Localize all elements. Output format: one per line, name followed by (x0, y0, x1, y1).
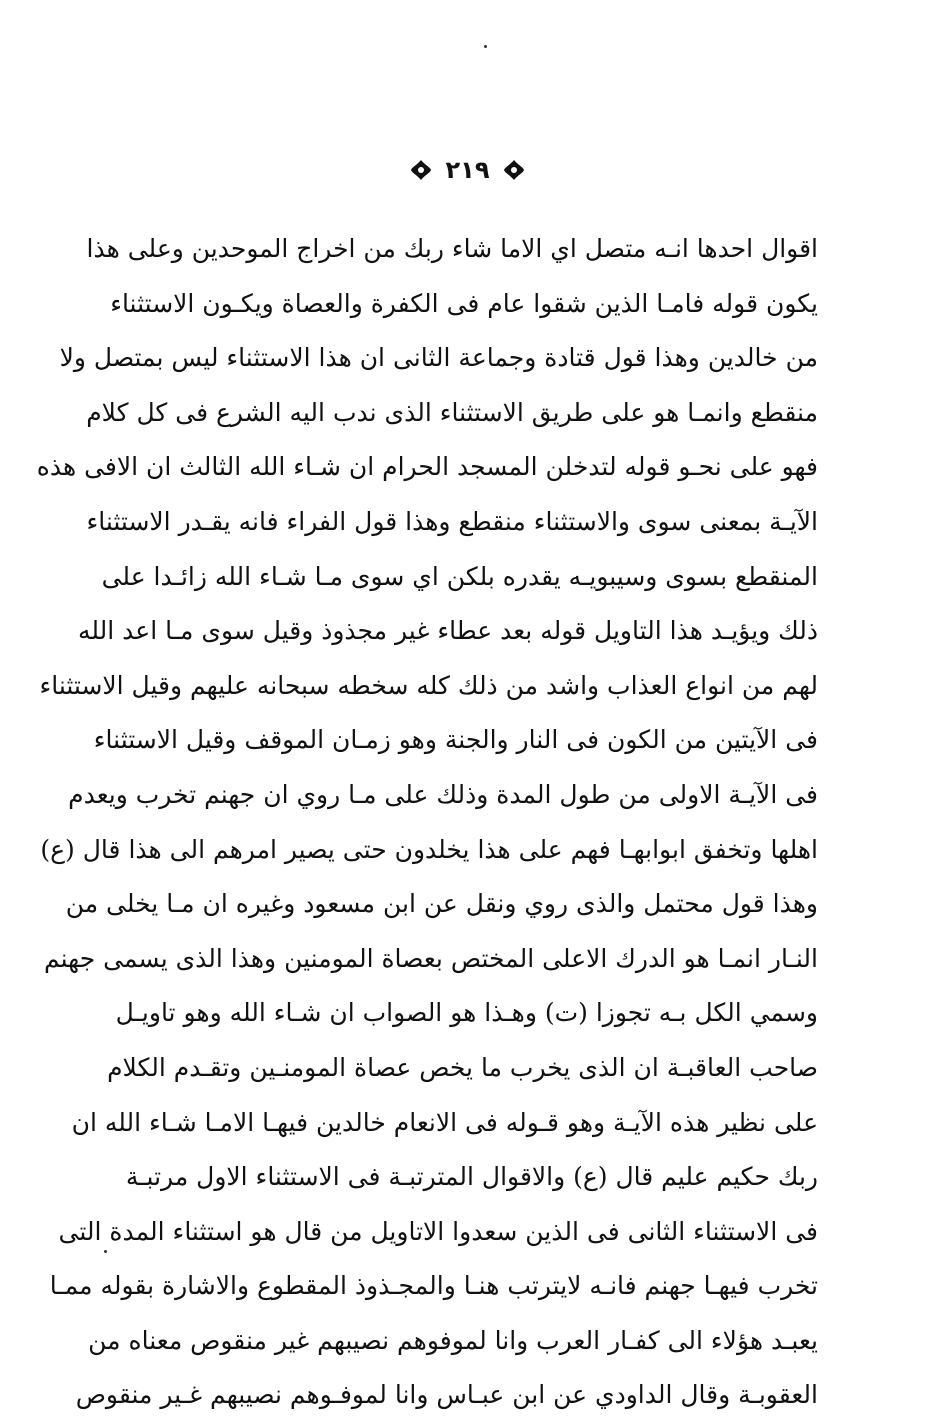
text-line: يعبـد هؤلاء الى كفـار العرب وانا لموفوهم نصيبهم غير منقوص معناه من (88, 1325, 818, 1355)
text-line: يكون قوله فامـا الذين شقوا عام فى الكفرة والعصاة ويكـون الاستثناء (110, 288, 818, 318)
text-line: الآيـة بمعنى سوى والاستثناء منقطع وهذا قول الفراء فانه يقـدر الاستثناء (86, 506, 818, 536)
text-line: العقوبـة وقال الداودي عن ابن عبـاس وانا لموفـوهم نصيبهم غـير منقوص (75, 1380, 818, 1410)
text-line: المنقطع بسوى وسيبويـه يقدره بلكن اي سوى مـا شـاء الله زائـدا على (101, 561, 818, 591)
text-line: منقطع وانمـا هو على طريق الاستثناء الذى ندب اليه الشرع فى كل كلام (86, 397, 818, 427)
text-line: من خالدين وهذا قول قتادة وجماعة الثانى ان هذا الاستثناء ليس بمتصل ولا (59, 343, 818, 373)
text-line: النـار انمـا هو الدرك الاعلى المختص بعصاة المومنين وهذا الذى يسمى جهنم (44, 943, 818, 973)
text-line: فى الآيـة الاولى من طول المدة وذلك على مـا روي ان جهنم تخرب ويعدم (68, 779, 818, 809)
text-line: تخرب فيهـا جهنم فانـه لايترتب هنـا والمجـذوذ المقطوع والاشارة بقوله ممـا (49, 1271, 818, 1301)
floral-ornament-icon (410, 159, 432, 181)
text-line: فى الاستثناء الثانى فى الذين سعدوا الاتاويل من قال هو استثناء المدة التى (58, 1216, 818, 1246)
ink-speck (104, 1250, 107, 1253)
text-line: وسمي الكل بـه تجوزا (ت) وهـذا هو الصواب ان شـاء الله وهو تاويـل (115, 998, 818, 1028)
text-line: على نظير هذه الآيـة وهو قـوله فى الانعام خالدين فيهـا الامـا شـاء الله ان (71, 1107, 818, 1137)
body-text (36, 222, 818, 1423)
text-line: اهلها وتخفق ابوابهـا فهم على هذا يخلدون حتى يصير امرهم الى هذا قال (ع) (40, 834, 818, 864)
text-line: فى الآيتين من الكون فى النار والجنة وهو زمـان الموقف وقيل الاستثناء (93, 725, 818, 755)
page-number: ٢١٩ (445, 156, 490, 184)
text-line: فهو على نحـو قوله لتدخلن المسجد الحرام ان شـاء الله الثالث ان الافى هذه (36, 452, 818, 482)
text-line: صاحب العاقبـة ان الذى يخرب ما يخص عصاة المومنـين وتقـدم الكلام (107, 1052, 818, 1082)
text-line: ربك حكيم عليم قال (ع) والاقوال المترتبـة فى الاستثناء الاول مرتبـة (125, 1162, 818, 1192)
text-line: وهذا قول محتمل والذى روي ونقل عن ابن مسعود وغيره ان مـا يخلى من (65, 889, 818, 919)
text-line: ذلك ويؤيـد هذا التاويل قوله بعد عطاء غير مجذوذ وقيل سوى مـا اعد الله (77, 616, 818, 646)
page-header (0, 150, 935, 190)
text-line: اقوال احدها انـه متصل اي الاما شاء ربك من اخراج الموحدين وعلى هذا (86, 234, 818, 263)
text-line: لهم من انواع العذاب واشد من ذلك كله سخطه سبحانه عليهم وقيل الاستثناء (39, 670, 818, 700)
ink-speck (484, 45, 487, 48)
floral-ornament-icon (503, 159, 525, 181)
